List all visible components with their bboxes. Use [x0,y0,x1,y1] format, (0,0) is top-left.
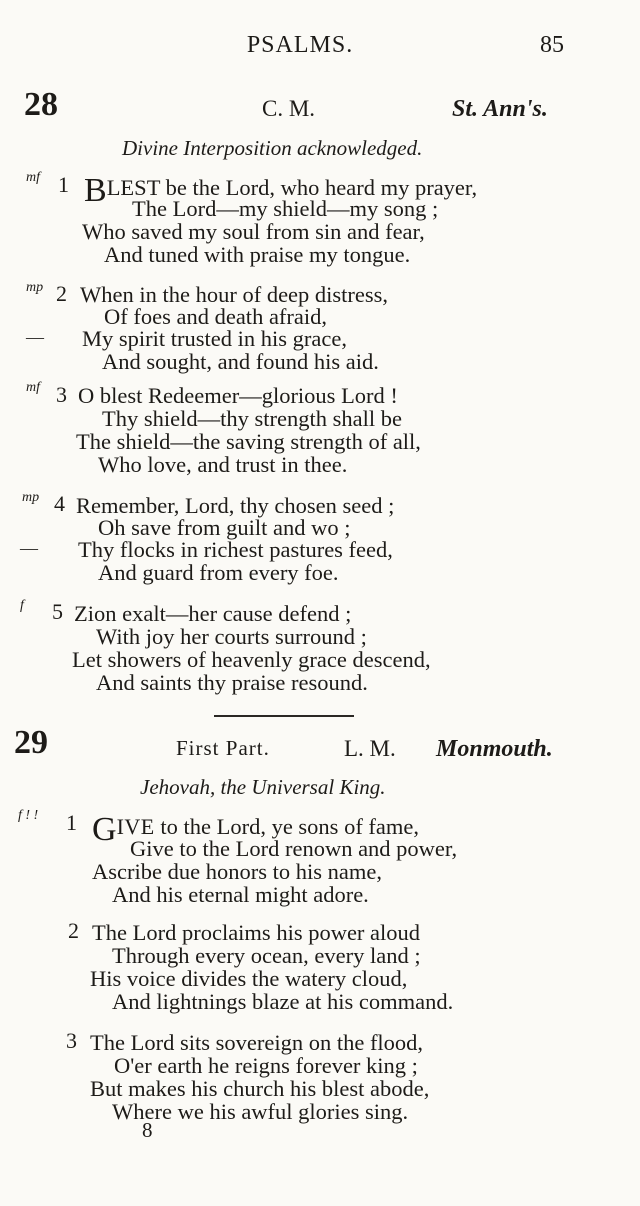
page-number: 85 [540,32,564,58]
verse-line: Who love, and trust in thee. [98,452,348,477]
dynamic-mark: mf [26,170,40,185]
signature-mark: 8 [142,1118,153,1142]
hymn-number: 29 [14,724,48,761]
hymn-part: First Part. [176,736,270,760]
hymn-meter: C. M. [262,96,316,121]
dash-mark: — [20,538,38,558]
verse-line-rest: to the Lord, ye sons of fame, [154,814,420,839]
hymn-subtitle: Jehovah, the Universal King. [140,775,386,799]
verse-line: And guard from every foe. [98,560,339,585]
drop-cap: B [84,172,107,209]
verse-line: With joy her courts surround ; [96,624,367,649]
verse-line: But makes his church his blest abode, [90,1076,430,1101]
verse-number: 5 [52,599,63,624]
verse-line-rest: LEST be the Lord, who heard my prayer, [106,175,478,200]
hymn-tune: St. Ann's. [452,96,548,122]
dynamic-mark: mp [22,490,40,505]
small-caps: IVE [116,814,155,839]
verse-number: 2 [68,918,79,943]
verse-line: The Lord sits sovereign on the flood, [90,1030,424,1055]
hymn-meter: L. M. [344,736,396,761]
hymn-number: 28 [24,86,58,123]
verse-line: And saints thy praise resound. [96,670,368,695]
verse-number: 2 [56,281,67,306]
verse-line: Ascribe due honors to his name, [92,859,382,884]
verse-line: The Lord proclaims his power aloud [92,920,421,945]
verse-line: Thy shield—thy strength shall be [102,406,402,431]
verse-line: Of foes and death afraid, [104,304,328,329]
dynamic-mark: mf [26,380,40,395]
verse-line: My spirit trusted in his grace, [82,326,347,351]
verse-line: And sought, and found his aid. [102,349,379,374]
verse-line: Let showers of heavenly grace descend, [72,647,431,672]
verse-line: Who saved my soul from sin and fear, [82,219,425,244]
section-divider [214,715,354,717]
verse-line: Where we his awful glories sing. [112,1099,409,1124]
running-title: PSALMS. [246,32,354,58]
verse-line: Thy flocks in richest pastures feed, [78,537,393,562]
dynamic-mark: f ! ! [18,808,39,823]
verse-line: O blest Redeemer—glorious Lord ! [78,383,398,408]
verse-line: And his eternal might adore. [112,882,369,907]
verse-line: When in the hour of deep distress, [80,282,389,307]
verse-number: 4 [54,491,65,516]
running-head [0,32,640,62]
verse-line: O'er earth he reigns forever king ; [114,1053,418,1078]
verse-line: Through every ocean, every land ; [112,943,421,968]
verse-line: And tuned with praise my tongue. [104,242,411,267]
verse-line: Oh save from guilt and wo ; [98,515,351,540]
verse-number: 3 [56,382,67,407]
verse-line: Remember, Lord, thy chosen seed ; [76,493,395,518]
verse-line: Zion exalt—her cause defend ; [74,601,352,626]
verse-number: 1 [66,810,77,835]
dynamic-mark: f [20,598,24,613]
hymn-subtitle: Divine Interposition acknowledged. [122,136,423,160]
dash-mark: — [26,327,44,347]
verse-line: Give to the Lord renown and power, [130,836,458,861]
verse-number: 3 [66,1028,77,1053]
verse-line: The Lord—my shield—my song ; [132,196,439,221]
verse-line: His voice divides the watery cloud, [90,966,408,991]
verse-line: The shield—the saving strength of all, [76,429,421,454]
verse-line: And lightnings blaze at his command. [112,989,454,1014]
dynamic-mark: mp [26,280,44,295]
verse-number: 1 [58,172,69,197]
hymn-tune: Monmouth. [436,736,553,762]
drop-cap: G [92,811,117,848]
